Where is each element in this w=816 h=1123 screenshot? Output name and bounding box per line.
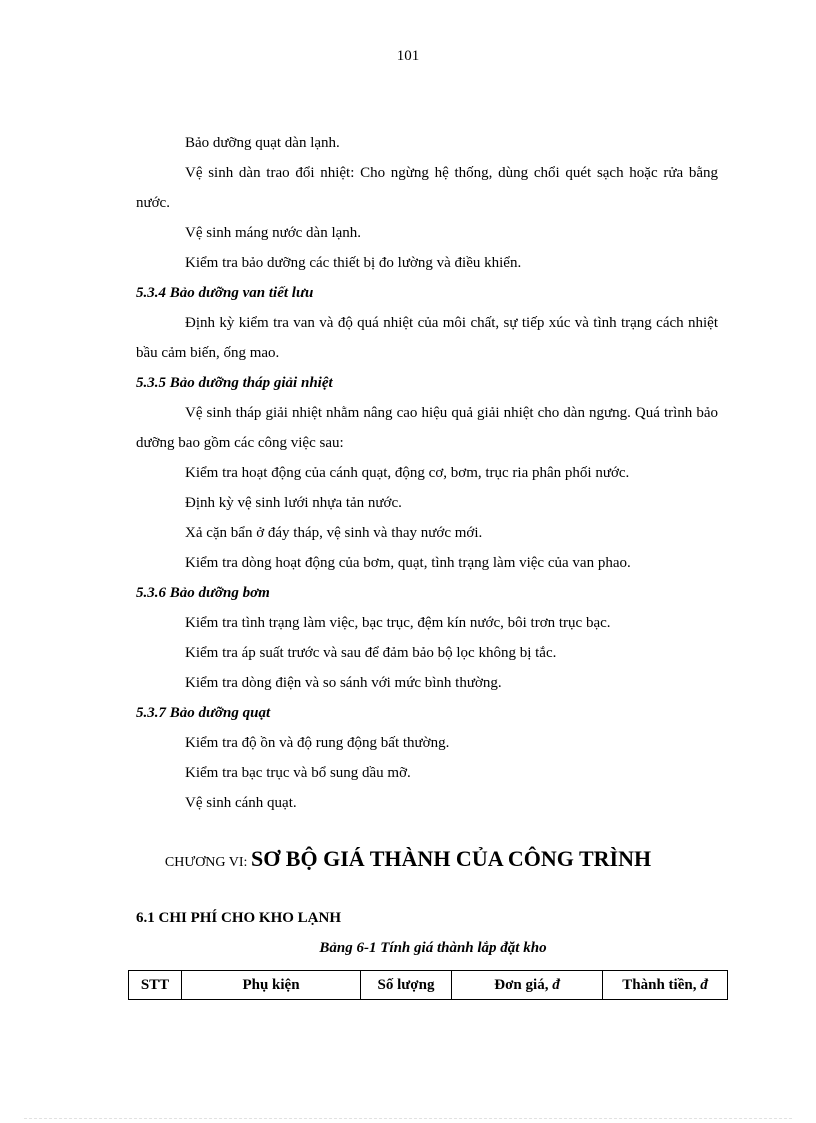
column-header-quantity [361, 971, 452, 1000]
column-label: Thành tiền, [622, 976, 701, 993]
chapter-title: SƠ BỘ GIÁ THÀNH CỦA CÔNG TRÌNH [250, 846, 652, 871]
paragraph: Định kỳ vệ sinh lưới nhựa tản nước. [185, 495, 402, 511]
column-header-total [603, 971, 728, 1000]
table-header-row [129, 971, 728, 1000]
column-header-stt [129, 971, 182, 1000]
paragraph: Vệ sinh máng nước dàn lạnh. [185, 225, 362, 241]
column-header-unit-price [452, 971, 603, 1000]
subsection-heading: 5.3.5 Bảo dưỡng tháp giải nhiệt [136, 375, 333, 391]
paragraph: Kiểm tra dòng điện và so sánh với mức bình thường. [185, 675, 502, 691]
paragraph: Kiểm tra độ ồn và độ rung động bất thường. [185, 735, 450, 751]
column-label: Số lượng [377, 976, 435, 993]
cost-table [128, 970, 728, 1000]
table-caption: Bảng 6-1 Tính giá thành lắp đặt kho [319, 940, 547, 956]
currency-unit: đ [552, 976, 560, 993]
paragraph: Kiểm tra dòng hoạt động của bơm, quạt, tình trạng làm việc của van phao. [185, 555, 631, 571]
subsection-heading: 5.3.6 Bảo dưỡng bơm [136, 585, 270, 601]
paragraph: Bảo dưỡng quạt dàn lạnh. [185, 135, 340, 151]
column-label: Phụ kiện [242, 976, 300, 993]
paragraph: Kiểm tra tình trạng làm việc, bạc trục, đệm kín nước, bôi trơn trục bạc. [185, 615, 611, 631]
paragraph: Kiểm tra áp suất trước và sau để đảm bảo bộ lọc không bị tắc. [185, 645, 557, 661]
paragraph: Kiểm tra hoạt động của cánh quạt, động cơ, bơm, trục ria phân phối nước. [185, 465, 630, 481]
paragraph: Kiểm tra bạc trục và bổ sung dầu mỡ. [185, 765, 411, 781]
paragraph: Định kỳ kiểm tra van và độ quá nhiệt của môi chất, sự tiếp xúc và tình trạng cách nhiệt bầu cảm biến, ống mao. [136, 315, 718, 361]
currency-unit: đ [700, 976, 708, 993]
chapter-label: CHƯƠNG VI: [164, 855, 251, 870]
paragraph: Vệ sinh cánh quạt. [185, 795, 297, 811]
paragraph: Xả cặn bẩn ở đáy tháp, vệ sinh và thay nước mới. [185, 525, 483, 541]
subsection-heading: 5.3.7 Bảo dưỡng quạt [136, 705, 271, 721]
column-header-accessory [182, 971, 361, 1000]
paragraph: Vệ sinh tháp giải nhiệt nhằm nâng cao hiệu quả giải nhiệt cho dàn ngưng. Quá trình bảo dưỡng bao gồm các công việc sau: [136, 405, 718, 451]
chapter-heading [0, 846, 816, 873]
column-label: Đơn giá, [494, 976, 553, 993]
paragraph: Kiểm tra bảo dưỡng các thiết bị đo lường và điều khiển. [185, 255, 522, 271]
column-label: STT [140, 976, 170, 993]
section-heading: 6.1 CHI PHÍ CHO KHO LẠNH [136, 910, 342, 926]
page-bottom-border [24, 1118, 792, 1119]
body-text [136, 128, 718, 818]
page-number: 101 [396, 48, 420, 64]
paragraph: Vệ sinh dàn trao đổi nhiệt: Cho ngừng hệ thống, dùng chổi quét sạch hoặc rửa bằng nước. [136, 165, 718, 211]
subsection-heading: 5.3.4 Bảo dưỡng van tiết lưu [136, 285, 314, 301]
